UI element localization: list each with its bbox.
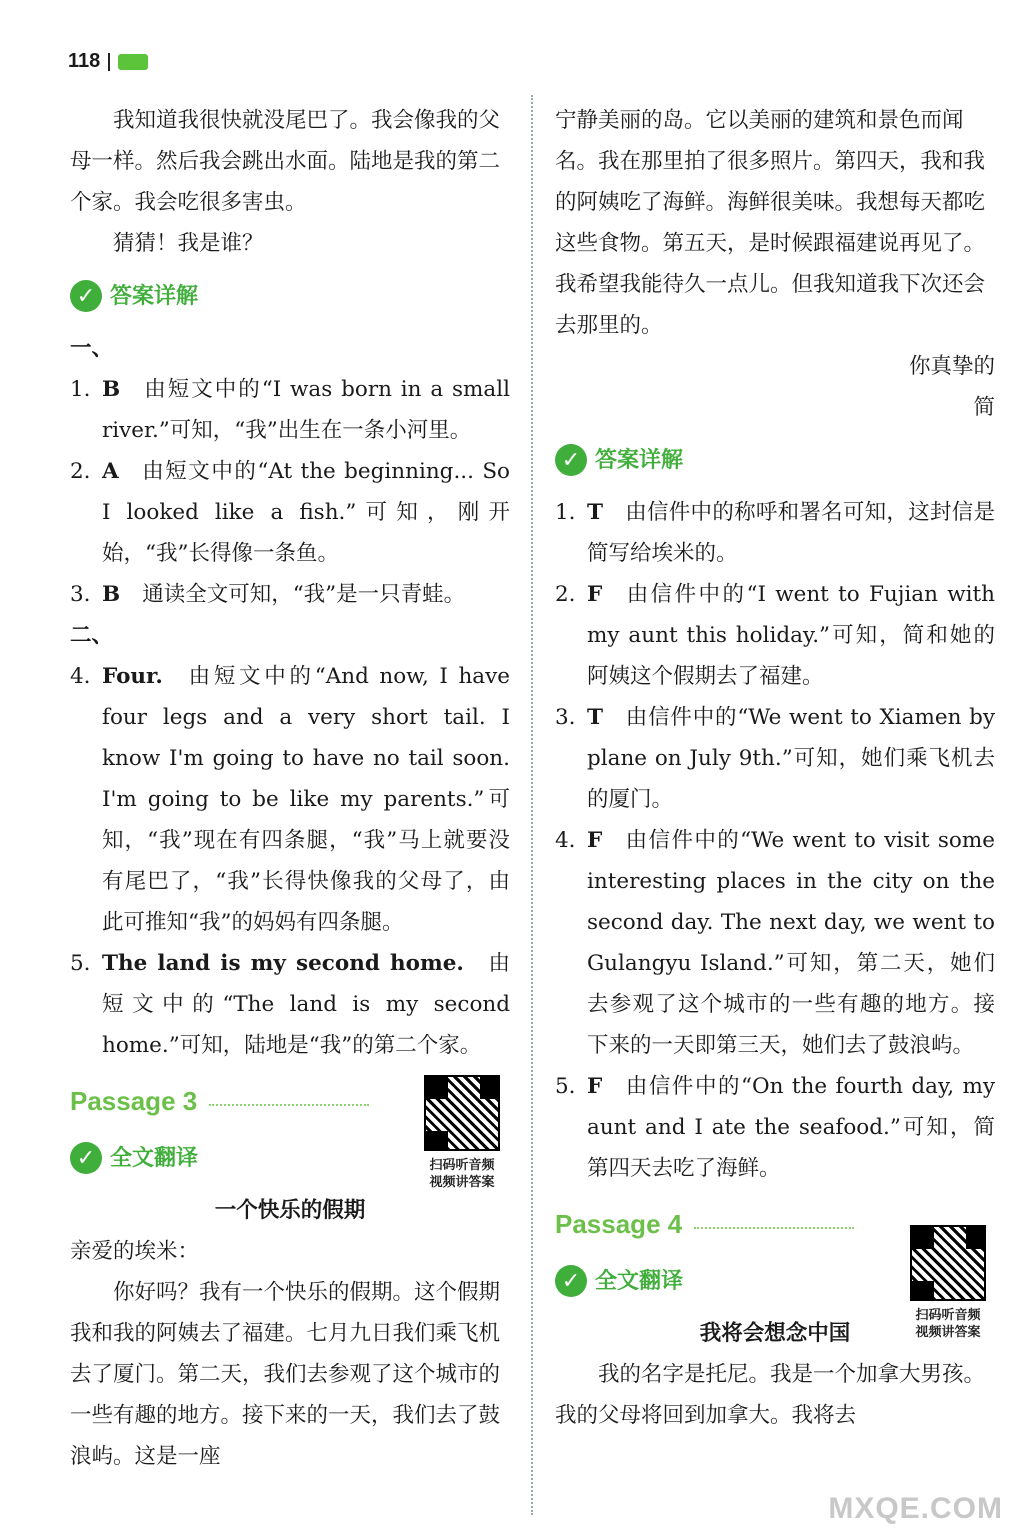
watermark: MXQE.COM [828,1492,1003,1525]
item-explanation: 由信件中的“We went to Xiamen by plane on July 9th.”可知，她们乘飞机去的厦门。 [587,705,995,812]
item-explanation: 由短文中的“The land is my second home.”可知，陆地是“我”的第二个家。 [102,951,510,1058]
item-body [102,943,510,1066]
translation-heading-label: 全文翻译 [110,1145,199,1171]
item-body [587,1066,995,1189]
passage-dots [209,1104,369,1106]
item-explanation: 由信件中的称呼和署名可知，这封信是简写给埃米的。 [587,500,995,566]
item-body [587,697,995,820]
qr-code-passage-3[interactable] [420,1075,504,1191]
item-number: 3. [555,705,576,730]
letter-salutation: 亲爱的埃米： [70,1239,200,1264]
item-answer: Four. [102,664,163,689]
check-icon: ✓ [70,1142,102,1174]
item-explanation: 通读全文可知，“我”是一只青蛙。 [142,582,466,607]
item-number: 5. [70,951,91,976]
item-answer: B [102,582,121,607]
item-body [102,369,510,451]
item-number: 1. [555,500,576,525]
item-answer: B [102,377,121,402]
item-number: 3. [70,582,91,607]
letter-body-continued: 宁静美丽的岛。它以美丽的建筑和景色而闻名。我在那里拍了很多照片。第四天，我和我的阿姨吃了海鲜。海鲜很美味。我想每天都吃这些食物。第五天，是时候跟福建说再见了。我希望我能待久一点儿。但我知道我下次还会去那里的。 [555,108,986,338]
answer-item [70,943,510,1066]
check-icon: ✓ [555,444,587,476]
column-divider [531,95,533,1515]
check-icon: ✓ [70,280,102,312]
item-answer: T [587,500,603,525]
item-explanation: 由短文中的“And now, I have four legs and a very short tail. I know I'm going to have no tail soon. I'm going to be like my parents.”可知，“我”现在有四条腿，“我”马上就要没有尾巴了，“我”长得快像我的父母了，由此可推知“我”的妈妈有四条腿。 [102,664,510,935]
qr-code-passage-4[interactable] [906,1225,990,1341]
answer-item [555,820,995,1066]
header-tag-icon [118,54,148,70]
answer-item [70,451,510,574]
answer-item [555,697,995,820]
part-two-label: 二、 [70,623,114,648]
qr-caption-line-2: 视频讲答案 [429,1175,495,1190]
answer-heading [555,434,995,486]
check-icon: ✓ [555,1265,587,1297]
page-number: 118 [68,50,101,72]
left-column [70,100,510,1477]
item-body [587,574,995,697]
qr-code-icon[interactable] [910,1225,986,1301]
item-body [102,656,510,943]
item-answer: T [587,705,603,730]
item-explanation: 由信件中的“I went to Fujian with my aunt this holiday.”可知，简和她的阿姨这个假期去了福建。 [587,582,995,689]
item-number: 1. [70,377,91,402]
intro-question: 猜猜！我是谁？ [113,231,264,256]
answer-item [70,656,510,943]
item-body [587,492,995,574]
item-answer: F [587,582,603,607]
item-explanation: 由短文中的“I was born in a small river.”可知，“我”出生在一条小河里。 [102,377,510,443]
qr-code-icon[interactable] [424,1075,500,1151]
item-body [102,451,510,574]
item-explanation: 由短文中的“At the beginning... So I looked like a fish.”可知，刚开始，“我”长得像一条鱼。 [102,459,510,566]
page-header [68,50,148,73]
part-one-label: 一、 [70,336,114,361]
answer-item [555,492,995,574]
answer-heading-label: 答案详解 [595,447,684,473]
item-explanation: 由信件中的“We went to visit some interesting places in the city on the second day. The next day, we went to Gulangyu Island.”可知，第二天，她们去参观了这个城市的一些有趣的地方。接下来的一天即第三天，她们去了鼓浪屿。 [587,828,995,1058]
letter-closing: 你真挚的 [908,354,995,379]
item-body [102,574,510,615]
answer-item [555,1066,995,1189]
item-explanation: 由信件中的“On the fourth day, my aunt and I ate the seafood.”可知，简第四天去吃了海鲜。 [587,1074,995,1181]
translation-heading-label: 全文翻译 [595,1268,684,1294]
answer-item [70,369,510,451]
answer-heading-label: 答案详解 [110,283,199,309]
item-body [587,820,995,1066]
qr-caption-line-1: 扫码听音频 [915,1308,981,1323]
passage-3-title: 一个快乐的假期 [214,1198,366,1223]
passage-3-label: Passage 3 [70,1085,198,1116]
item-answer: F [587,1074,603,1099]
passage-dots [694,1227,854,1229]
letter-body: 你好吗？我有一个快乐的假期。这个假期我和我的阿姨去了福建。七月九日我们乘飞机去了厦门。第二天，我们去参观了这个城市的一些有趣的地方。接下来的一天，我们去了鼓浪屿。这是一座 [70,1280,501,1469]
letter-signature: 简 [973,395,995,420]
qr-caption-line-2: 视频讲答案 [915,1325,981,1340]
passage-4-title: 我将会想念中国 [699,1321,851,1346]
item-answer: F [587,828,603,853]
answer-heading [70,270,510,322]
item-answer: A [102,459,119,484]
passage-4-label: Passage 4 [555,1208,683,1239]
answer-item [555,574,995,697]
item-number: 2. [70,459,91,484]
item-number: 4. [555,828,576,853]
answer-item [70,574,510,615]
qr-caption-line-1: 扫码听音频 [429,1158,495,1173]
item-number: 4. [70,664,91,689]
item-number: 5. [555,1074,576,1099]
item-number: 2. [555,582,576,607]
passage-4-body: 我的名字是托尼。我是一个加拿大男孩。我的父母将回到加拿大。我将去 [555,1362,986,1428]
header-divider [108,53,110,71]
item-answer: The land is my second home. [102,951,464,976]
intro-paragraph: 我知道我很快就没尾巴了。我会像我的父母一样。然后我会跳出水面。陆地是我的第二个家。我会吃很多害虫。 [70,108,501,215]
